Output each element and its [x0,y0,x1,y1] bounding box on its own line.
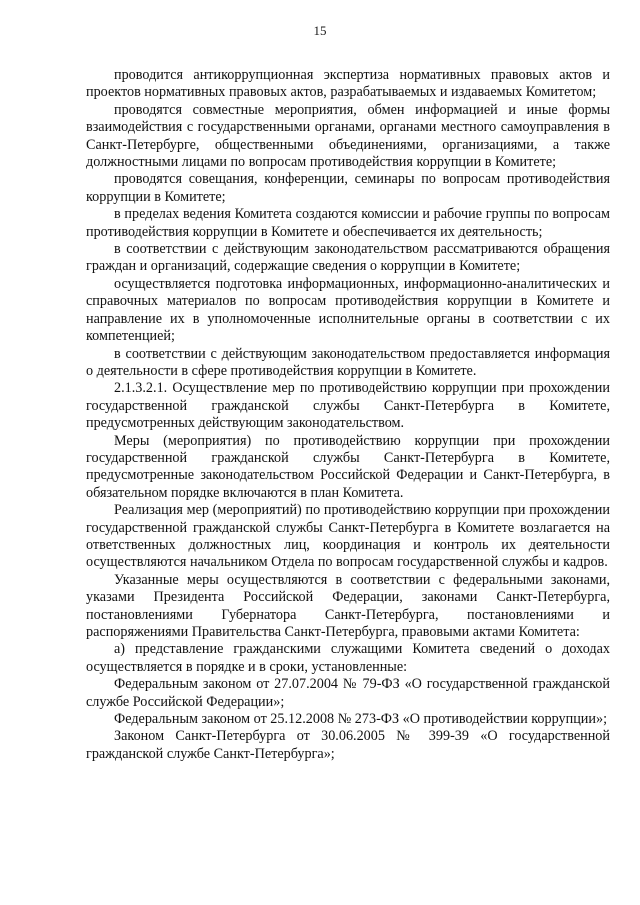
document-body [86,67,610,763]
paragraph: 2.1.3.2.1. Осуществление мер по противодействию коррупции при прохождении государственной гражданской службы Санкт-Петербурга в Комитете, предусмотренных действующим законодательством. [86,380,610,432]
paragraph: в соответствии с действующим законодательством рассматриваются обращения граждан и организаций, содержащие сведения о коррупции в Комитете; [86,241,610,275]
paragraph: осуществляется подготовка информационных, информационно-аналитических и справочных материалов по вопросам противодействия коррупции в Комитете и направление их в уполномоченные исполнительные органы в соответствии с их компетенцией; [86,275,610,345]
paragraph: проводится антикоррупционная экспертиза нормативных правовых актов и проектов нормативных правовых актов, разрабатываемых и издаваемых Комитетом; [86,67,610,101]
paragraph: Указанные меры осуществляются в соответствии с федеральными законами, указами Президента Российской Федерации, законами Санкт-Петербурга, постановлениями Губернатора Санкт-Петербурга, постановлениями и распоряжениями Правительства Санкт-Петербурга, правовыми актами Комитета: [86,571,610,640]
paragraph: проводятся совместные мероприятия, обмен информацией и иные формы взаимодействия с государственными органами, органами местного самоуправления в Санкт-Петербурге, общественными объединениями, организациями, а также должностными лицами по вопросам противодействия коррупции в Комитете; [86,101,610,171]
paragraph: в пределах ведения Комитета создаются комиссии и рабочие группы по вопросам противодействия коррупции в Комитете и обеспечивается их деятельность; [86,206,610,240]
paragraph: проводятся совещания, конференции, семинары по вопросам противодействия коррупции в Комитете; [86,171,610,205]
page-number: 15 [313,23,327,38]
paragraph: Меры (мероприятия) по противодействию коррупции при прохождении государственной гражданской службы Санкт-Петербурга в Комитете, предусмотренные законодательством Российской Федерации и Санкт-Петербурга, в обязательном порядке включаются в план Комитета. [86,432,610,501]
paragraph: Федеральным законом от 27.07.2004 № 79-ФЗ «О государственной гражданской службе Российской Федерации»; [86,676,610,710]
paragraph: а) представление гражданскими служащими Комитета сведений о доходах осуществляется в порядке и в сроки, установленные: [86,641,610,675]
paragraph: Федеральным законом от 25.12.2008 № 273-ФЗ «О противодействии коррупции»; [114,711,608,728]
paragraph: Реализация мер (мероприятий) по противодействию коррупции при прохождении государственной гражданской службы Санкт-Петербурга в Комитете возлагается на ответственных должностных лиц, координация и контроль их деятельности осуществляются начальником Отдела по вопросам государственной службы и кадров. [86,502,610,571]
paragraph: Законом Санкт-Петербурга от 30.06.2005 № 399-39 «О государственной гражданской службе Санкт-Петербурга»; [86,728,610,762]
paragraph: в соответствии с действующим законодательством предоставляется информация о деятельности в сфере противодействия коррупции в Комитете. [86,345,610,379]
